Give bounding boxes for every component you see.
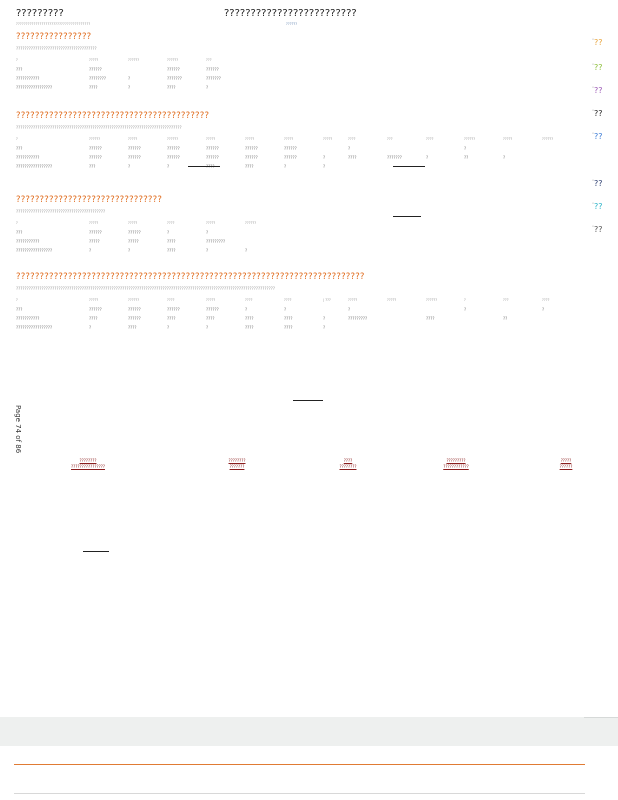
table-header-cell: | ???: [323, 298, 331, 302]
underline-mark: [393, 166, 425, 167]
table-row: [16, 144, 576, 153]
table-cell: ?????: [128, 239, 139, 244]
table-cell: ????: [89, 85, 98, 90]
table-cell: ???: [16, 230, 23, 235]
table-header-cell: ??????: [128, 58, 140, 62]
table-cell: ?: [323, 325, 326, 330]
table-header-cell: ?????: [245, 137, 255, 141]
table-cell: ???: [89, 164, 96, 169]
table-header-cell: ???: [387, 137, 393, 141]
signature-block: [428, 458, 484, 470]
table-row: [16, 237, 576, 246]
table-cell: ??????: [206, 307, 219, 312]
table-row: [16, 162, 576, 171]
table-cell: ?: [167, 164, 170, 169]
table-cell: ?: [348, 146, 351, 151]
table-cell: ??????: [206, 146, 219, 151]
table-row: [16, 246, 576, 255]
table-cell: ?: [348, 307, 351, 312]
table-header-cell: ????: [426, 137, 434, 141]
signature-role: ????????????????: [71, 464, 105, 469]
signature-name: ????????: [79, 458, 97, 463]
document-center-title: ?????????????????????????: [224, 8, 357, 19]
table-cell: ??????: [167, 67, 180, 72]
table-row: [16, 83, 576, 92]
table-cell: ????: [167, 316, 176, 321]
table-cell: ????: [284, 325, 293, 330]
table-cell: ??????: [206, 155, 219, 160]
marker-dot-icon: °: [592, 179, 594, 184]
table-cell: ?: [128, 76, 131, 81]
table-cell: ?: [89, 325, 92, 330]
section: [16, 111, 576, 171]
table-cell: ????: [245, 164, 254, 169]
comment-marker[interactable]: [592, 109, 603, 118]
signature-role: ??????: [559, 464, 573, 469]
underline-mark: [393, 216, 421, 217]
underline-mark: [188, 166, 220, 167]
table-header-cell: ??????: [426, 298, 438, 302]
comment-marker[interactable]: [592, 38, 603, 47]
table-cell: ?: [323, 155, 326, 160]
table-header-cell: ?????: [128, 137, 138, 141]
signature-name: ????????: [228, 458, 246, 463]
table-header-cell: ?????: [348, 298, 358, 302]
table-cell: ????: [167, 85, 176, 90]
footer-band-edge: [584, 717, 618, 718]
footer-divider: [14, 793, 585, 794]
table-cell: ?: [206, 325, 209, 330]
comment-marker-label: ??: [594, 109, 603, 118]
table-header-cell: ?????: [89, 298, 99, 302]
table-header-cell: ?: [464, 298, 466, 302]
comment-marker[interactable]: [592, 225, 603, 234]
table-cell: ?: [284, 307, 287, 312]
table-cell: ?: [167, 325, 170, 330]
signature-block: [50, 458, 126, 470]
table-header-cell: ?: [16, 298, 18, 302]
underline-mark: [83, 551, 109, 552]
table-cell: ???: [16, 146, 23, 151]
table-cell: ????: [128, 325, 137, 330]
table-cell: ????: [348, 155, 357, 160]
signature-name: ?????: [560, 458, 572, 463]
table-row: [16, 153, 576, 162]
table-row: [16, 228, 576, 237]
table-cell: ??: [464, 155, 469, 160]
comment-marker[interactable]: [592, 63, 603, 72]
table-cell: ?: [323, 164, 326, 169]
comment-marker[interactable]: [592, 132, 603, 141]
document-center-link[interactable]: ??????: [286, 22, 298, 26]
table-cell: ????: [167, 248, 176, 253]
table-header-cell: ????: [245, 298, 253, 302]
table-cell: ?: [284, 164, 287, 169]
comment-marker-label: ??: [594, 86, 603, 95]
table-row: [16, 74, 576, 83]
table-cell: ?: [128, 85, 131, 90]
table-cell: ??????: [128, 146, 141, 151]
table-header-cell: ??????: [167, 58, 179, 62]
comment-marker-label: ??: [594, 179, 603, 188]
section-title: ?????????????????????????????????????????: [16, 111, 210, 121]
table-cell: ?: [464, 146, 467, 151]
table-cell: ??????: [206, 67, 219, 72]
table-row: [16, 314, 576, 323]
comment-marker-label: ??: [594, 202, 603, 211]
table-cell: ????: [245, 316, 254, 321]
marker-dot-icon: °: [592, 38, 594, 43]
table-header-cell: ?: [16, 221, 18, 225]
table-header-cell: ?????: [206, 221, 216, 225]
table-header-cell: ???: [503, 298, 509, 302]
table-row: [16, 305, 576, 314]
signature-name: ????: [343, 458, 353, 463]
data-table: [16, 296, 576, 332]
marker-dot-icon: °: [592, 202, 594, 207]
table-header-cell: ?????: [284, 137, 294, 141]
section-title: ??????????????????????????????????????????????????????????????????????????: [16, 272, 365, 282]
table-cell: ?: [426, 155, 429, 160]
table-cell: ????: [206, 164, 215, 169]
table-row: [16, 323, 576, 332]
table-cell: ?: [128, 164, 131, 169]
table-row: [16, 65, 576, 74]
table-cell: ???????: [167, 76, 182, 81]
table-header-cell: ?????: [206, 298, 216, 302]
data-table: [16, 135, 576, 171]
table-header-cell: ??????: [167, 137, 179, 141]
table-header-cell: ??????: [128, 298, 140, 302]
table-cell: ?: [167, 230, 170, 235]
table-cell: ?: [89, 248, 92, 253]
table-cell: ???????????: [16, 316, 40, 321]
comment-marker[interactable]: [592, 179, 603, 188]
table-cell: ?????????????????: [16, 248, 53, 253]
signature-block: [212, 458, 262, 470]
section-description: ??????????????????????????????????????????????????????????????????????????????????????????????????????????????????????????: [16, 286, 276, 291]
table-header-cell: ?????: [387, 298, 397, 302]
table-cell: ?: [464, 307, 467, 312]
section-description: ??????????????????????????????????????: [16, 46, 97, 51]
section: [16, 32, 576, 92]
section: [16, 272, 576, 332]
table-cell: ?: [323, 316, 326, 321]
table-cell: ??????: [167, 307, 180, 312]
data-table: [16, 56, 576, 92]
table-cell: ???????????: [16, 239, 40, 244]
table-cell: ????: [245, 325, 254, 330]
table-cell: ???????: [206, 76, 221, 81]
table-cell: ?????????????????: [16, 164, 53, 169]
table-header-cell: ??????: [542, 137, 554, 141]
table-header-cell: ????: [348, 137, 356, 141]
underline-mark: [293, 400, 323, 401]
table-header-cell: ????: [167, 221, 175, 225]
marker-dot-icon: °: [592, 132, 594, 137]
table-cell: ?: [206, 230, 209, 235]
table-header-cell: ?????: [206, 137, 216, 141]
table-cell: ??????: [128, 316, 141, 321]
table-cell: ?????????????????: [16, 85, 53, 90]
comment-marker-label: ??: [594, 225, 603, 234]
signature-name: ?????????: [446, 458, 466, 463]
table-cell: ???????????: [16, 155, 40, 160]
signature-block: [546, 458, 586, 470]
table-cell: ??????: [89, 155, 102, 160]
table-header-cell: ??????: [464, 137, 476, 141]
marker-dot-icon: °: [592, 109, 594, 114]
table-cell: ?: [245, 307, 248, 312]
section-title: ???????????????????????????????: [16, 195, 163, 205]
table-cell: ???????: [387, 155, 402, 160]
table-cell: ??????: [128, 307, 141, 312]
comment-marker[interactable]: [592, 86, 603, 95]
table-cell: ?: [503, 155, 506, 160]
table-header-cell: ????: [167, 298, 175, 302]
table-cell: ??????: [245, 155, 258, 160]
footer-divider-accent: [14, 764, 585, 765]
table-cell: ??????: [128, 230, 141, 235]
table-header-cell: ?????: [89, 221, 99, 225]
table-cell: ?: [206, 85, 209, 90]
comment-marker[interactable]: [592, 202, 603, 211]
signature-role: ????????????: [443, 464, 469, 469]
table-header-cell: ????: [542, 298, 550, 302]
page-number-label: Page 74 of 86: [14, 405, 22, 454]
table-cell: ???: [16, 307, 23, 312]
table-cell: ?: [542, 307, 545, 312]
table-header-cell: ???: [206, 58, 212, 62]
table-cell: ????????: [89, 76, 106, 81]
comment-marker-label: ??: [594, 63, 603, 72]
marker-dot-icon: °: [592, 225, 594, 230]
table-cell: ???????????: [16, 76, 40, 81]
table-cell: ????: [89, 316, 98, 321]
table-cell: ??????: [89, 230, 102, 235]
comment-marker-label: ??: [594, 132, 603, 141]
table-cell: ??????: [167, 146, 180, 151]
table-header-cell: ?: [16, 137, 18, 141]
table-cell: ??: [503, 316, 508, 321]
signature-block: [324, 458, 372, 470]
data-table: [16, 219, 576, 255]
footer-band: [0, 717, 618, 746]
table-cell: ??????: [89, 67, 102, 72]
table-cell: ????: [206, 316, 215, 321]
document-title: ?????????: [16, 8, 64, 19]
section-description: ??????????????????????????????????????????: [16, 209, 106, 214]
table-cell: ??????: [167, 155, 180, 160]
table-header-row: [16, 135, 576, 144]
table-cell: ?????????: [348, 316, 368, 321]
table-header-cell: ?????: [89, 58, 99, 62]
table-header-row: [16, 296, 576, 305]
table-cell: ?????????: [206, 239, 226, 244]
table-cell: ?: [206, 248, 209, 253]
table-header-row: [16, 219, 576, 228]
document-subtitle: ??????????????????????????????????????: [16, 22, 91, 26]
table-cell: ?????????????????: [16, 325, 53, 330]
section-description: ??????????????????????????????????????????????????????????????????????????????: [16, 125, 182, 130]
table-header-cell: ?????: [128, 221, 138, 225]
table-header-cell: ?????: [503, 137, 513, 141]
table-cell: ??????: [89, 146, 102, 151]
table-cell: ??????: [284, 146, 297, 151]
table-header-cell: ????: [284, 298, 292, 302]
section: [16, 195, 576, 255]
table-header-cell: ??????: [245, 221, 257, 225]
marker-dot-icon: °: [592, 86, 594, 91]
table-header-row: [16, 56, 576, 65]
table-cell: ?????: [89, 239, 100, 244]
table-cell: ????: [167, 239, 176, 244]
table-cell: ????: [284, 316, 293, 321]
marker-dot-icon: °: [592, 63, 594, 68]
signature-role: ????????: [339, 464, 357, 469]
table-cell: ?: [128, 248, 131, 253]
table-cell: ???: [16, 67, 23, 72]
signature-role: ???????: [229, 464, 245, 469]
table-cell: ??????: [128, 155, 141, 160]
table-cell: ??????: [284, 155, 297, 160]
table-cell: ??????: [245, 146, 258, 151]
section-title: ????????????????: [16, 32, 92, 42]
table-header-cell: ??????: [89, 137, 101, 141]
table-header-cell: ?: [16, 58, 18, 62]
comment-marker-label: ??: [594, 38, 603, 47]
table-cell: ????: [426, 316, 435, 321]
table-cell: ?: [245, 248, 248, 253]
table-header-cell: ?????: [323, 137, 333, 141]
table-cell: ??????: [89, 307, 102, 312]
